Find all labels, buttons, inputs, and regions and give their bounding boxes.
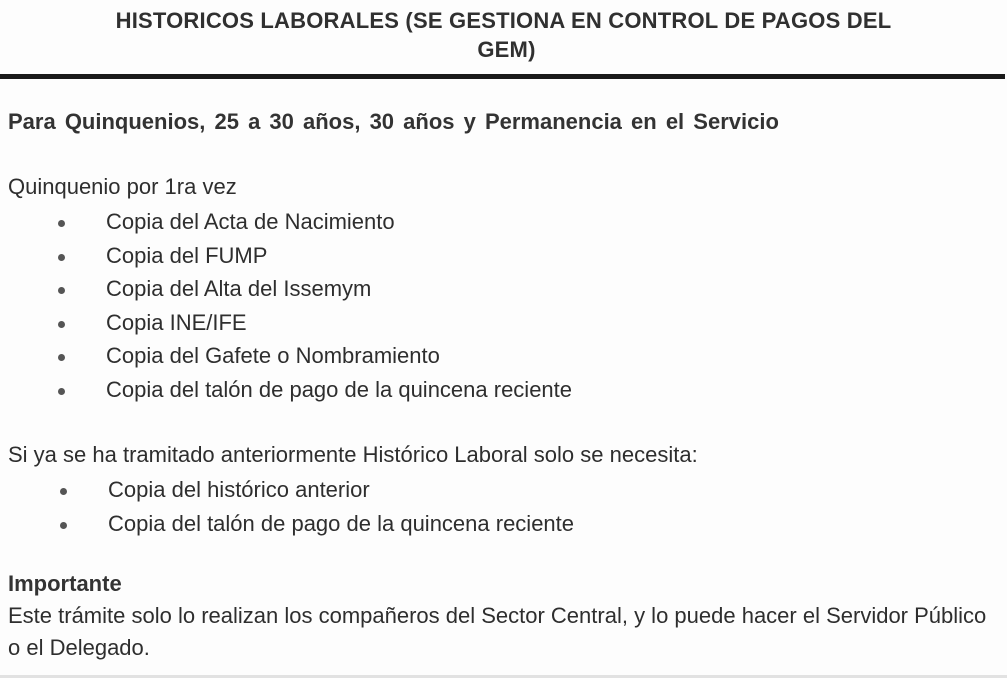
header-line-2: GEM) bbox=[477, 37, 536, 62]
bullet-icon bbox=[60, 522, 67, 529]
bullet-icon bbox=[58, 254, 65, 261]
section-title: Para Quinquenios, 25 a 30 años, 30 años y Permanencia en el Servicio bbox=[8, 109, 779, 134]
header-line-1: HISTORICOS LABORALES (SE GESTIONA EN CONTROL DE PAGOS DEL bbox=[115, 8, 892, 33]
bullet-icon bbox=[58, 220, 65, 227]
important-label: Importante bbox=[8, 571, 122, 596]
document-header bbox=[0, 6, 1007, 64]
bullet-icon bbox=[58, 388, 65, 395]
important-text: Este trámite solo lo realizan los compañeros del Sector Central, y lo puede hacer el Servidor Público o el Delegado. bbox=[8, 603, 987, 660]
bullet-icon bbox=[58, 287, 65, 294]
previous-intro: Si ya se ha tramitado anteriormente Histórico Laboral solo se necesita: bbox=[8, 442, 698, 467]
header-divider bbox=[0, 74, 1005, 79]
bullet-icon bbox=[58, 321, 65, 328]
bullet-icon bbox=[60, 488, 67, 495]
bullet-icon bbox=[58, 354, 65, 361]
first-time-intro: Quinquenio por 1ra vez bbox=[8, 174, 237, 199]
